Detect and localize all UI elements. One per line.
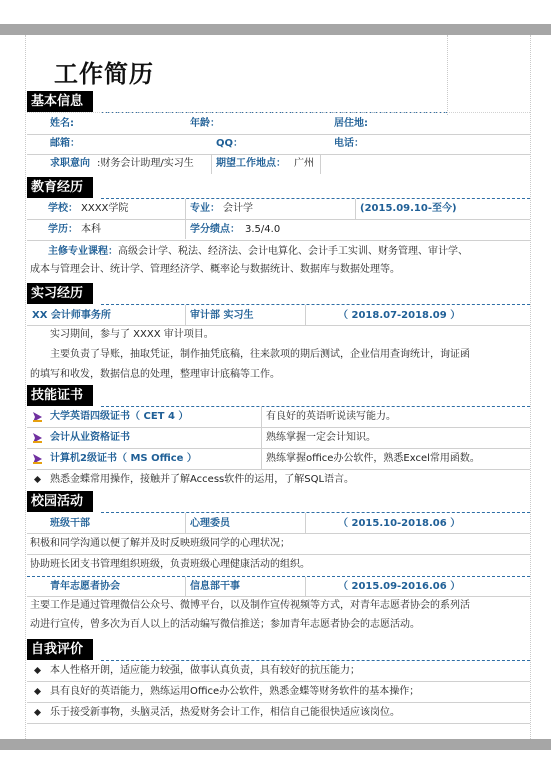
self-eval-3: 乐于接受新事物，头脑灵活，热爱财务会计工作，相信自己能很快适应该岗位。 <box>50 707 400 718</box>
internship-line-2: 主要负责了导账，抽取凭证，制作抽凭底稿，往来款项的期后测试，企业信用查询统计，询证函 <box>50 349 470 360</box>
campus-role1-line-1: 积极和同学沟通以便了解并及时反映班级同学的心理状况； <box>30 538 290 549</box>
courses-line-1 <box>48 244 468 260</box>
skills-extra: 熟悉金蝶常用操作，接触并了解Access软件的运用，了解SQL语言。 <box>50 474 355 485</box>
campus-row-line-1 <box>27 533 530 534</box>
campus-role2-org: 青年志愿者协会 <box>50 581 120 592</box>
arrow-bullet-icon <box>33 454 42 464</box>
courses-text-1: 高级会计学、税法、经济法、会计电算化、会计手工实训、财务管理、审计学、 <box>118 246 468 257</box>
location-value: 广州 <box>294 158 314 169</box>
email-label: 邮箱： <box>50 138 80 149</box>
internship-company: XX 会计师事务所 <box>32 310 111 321</box>
age-label: 年龄： <box>190 118 220 129</box>
campus-cell-divider-4 <box>305 577 306 596</box>
section-campus-header: 校园活动 <box>27 491 93 512</box>
intern-cell-divider-2 <box>305 305 306 325</box>
section-internship-rule <box>101 304 530 305</box>
basic-row-line-1 <box>27 134 530 135</box>
page-title: 工作简历 <box>54 60 154 88</box>
top-gray-bar <box>0 24 551 35</box>
courses-line-2: 成本与管理会计、统计学、管理经济学、概率论与数据统计、数据库与数据处理等。 <box>30 264 400 275</box>
basic-guide-1 <box>25 112 530 113</box>
school-label: 学校： <box>48 203 78 214</box>
section-campus-rule <box>101 512 530 513</box>
arrow-bullet-icon <box>33 433 42 443</box>
residence-label: 居住地: <box>334 118 368 129</box>
basic-cell-divider-2 <box>320 154 321 174</box>
self-row-line-3 <box>27 723 530 724</box>
intent-value: :财务会计助理/实习生 <box>97 158 194 169</box>
section-education-header: 教育经历 <box>27 177 93 198</box>
education-period: (2015.09.10-至今) <box>360 203 457 214</box>
arrow-bullet-icon <box>33 412 42 422</box>
section-basic-header: 基本信息 <box>27 91 93 112</box>
internship-line-1: 实习期间，参与了 XXXX 审计项目。 <box>50 329 214 340</box>
skill-desc-2: 熟练掌握一定会计知识。 <box>266 432 376 443</box>
section-skills-header: 技能证书 <box>27 385 93 406</box>
campus-row-line-2 <box>27 554 530 555</box>
campus-cell-divider-1 <box>185 513 186 533</box>
intern-cell-divider-1 <box>185 305 186 325</box>
bottom-gray-bar <box>0 739 551 750</box>
campus-divider <box>27 576 530 577</box>
internship-role: 审计部 实习生 <box>190 310 254 321</box>
basic-row-line-2 <box>27 154 530 155</box>
page-guide-left <box>25 35 26 739</box>
section-education-rule <box>101 198 530 199</box>
skills-cell-divider <box>261 406 262 470</box>
qq-label: QQ： <box>216 138 244 149</box>
skills-row-line-3 <box>27 469 530 470</box>
internship-line-3: 的填写和收发，数据信息的处理，整理审计底稿等工作。 <box>30 369 280 380</box>
campus-role1-org: 班级干部 <box>50 518 90 529</box>
section-self-header: 自我评价 <box>27 639 93 660</box>
campus-role2-line-1: 主要工作是通过管理微信公众号、微博平台，以及制作宣传视频等方式，对青年志愿者协会的系列活 <box>30 600 470 611</box>
location-label: 期望工作地点： <box>216 158 286 169</box>
intern-row-line <box>27 325 530 326</box>
campus-role2-line-2: 动进行宣传，曾多次为百人以上的活动编写微信推送；参加青年志愿者协会的志愿活动。 <box>30 619 420 630</box>
self-row-line-2 <box>27 702 530 703</box>
section-internship-header: 实习经历 <box>27 283 93 304</box>
basic-cell-divider <box>211 154 212 174</box>
major-label: 专业： <box>190 203 220 214</box>
campus-role1-pos: 心理委员 <box>190 518 230 529</box>
name-label: 姓名: <box>50 118 74 129</box>
skills-row-line-2 <box>27 448 530 449</box>
self-eval-2: 具有良好的英语能力，熟练运用Office办公软件，熟悉金蝶等财务软件的基本操作； <box>50 686 420 697</box>
diamond-bullet-icon <box>34 476 41 483</box>
skill-name-2: 会计从业资格证书 <box>50 432 130 443</box>
campus-role2-period: （ 2015.09-2016.06 ） <box>338 581 461 592</box>
section-self-rule <box>101 660 530 661</box>
diamond-bullet-icon <box>34 709 41 716</box>
major-value: 会计学 <box>223 203 253 214</box>
skill-name-1: 大学英语四级证书（ CET 4 ） <box>50 411 189 422</box>
campus-cell-divider-3 <box>185 577 186 596</box>
skill-name-3: 计算机2级证书（ MS Office ） <box>50 453 197 464</box>
intent-label: 求职意向 <box>50 158 90 169</box>
courses-label: 主修专业课程： <box>48 246 118 257</box>
edu-row-line-1 <box>27 219 530 220</box>
section-skills-rule <box>101 406 530 407</box>
self-eval-1: 本人性格开朗，适应能力较强，做事认真负责，具有较好的抗压能力； <box>50 665 360 676</box>
campus-cell-divider-2 <box>305 513 306 533</box>
edu-row-line-2 <box>27 240 530 241</box>
campus-role2-pos: 信息部干事 <box>190 581 240 592</box>
skill-desc-1: 有良好的英语听说读写能力。 <box>266 411 396 422</box>
campus-role1-period: （ 2015.10-2018.06 ） <box>338 518 461 529</box>
diamond-bullet-icon <box>34 667 41 674</box>
skills-row-line-1 <box>27 427 530 428</box>
degree-label: 学历： <box>48 224 78 235</box>
self-row-line-1 <box>27 681 530 682</box>
page-guide-right <box>530 35 531 739</box>
degree-value: 本科 <box>81 224 101 235</box>
campus-role1-line-2: 协助班长团支书管理组织班级，负责班级心理健康活动的组织。 <box>30 559 310 570</box>
school-value: XXXX学院 <box>81 203 129 214</box>
skill-desc-3: 熟练掌握office办公软件，熟悉Excel常用函数。 <box>266 453 480 464</box>
page-guide-photo <box>447 35 448 115</box>
edu-cell-divider-2 <box>355 199 356 219</box>
gpa-label: 学分绩点： <box>190 224 240 235</box>
internship-period: （ 2018.07-2018.09 ） <box>338 310 461 321</box>
phone-label: 电话： <box>334 138 364 149</box>
campus-row-line-3 <box>27 596 530 597</box>
gpa-value: 3.5/4.0 <box>245 224 281 235</box>
diamond-bullet-icon <box>34 688 41 695</box>
